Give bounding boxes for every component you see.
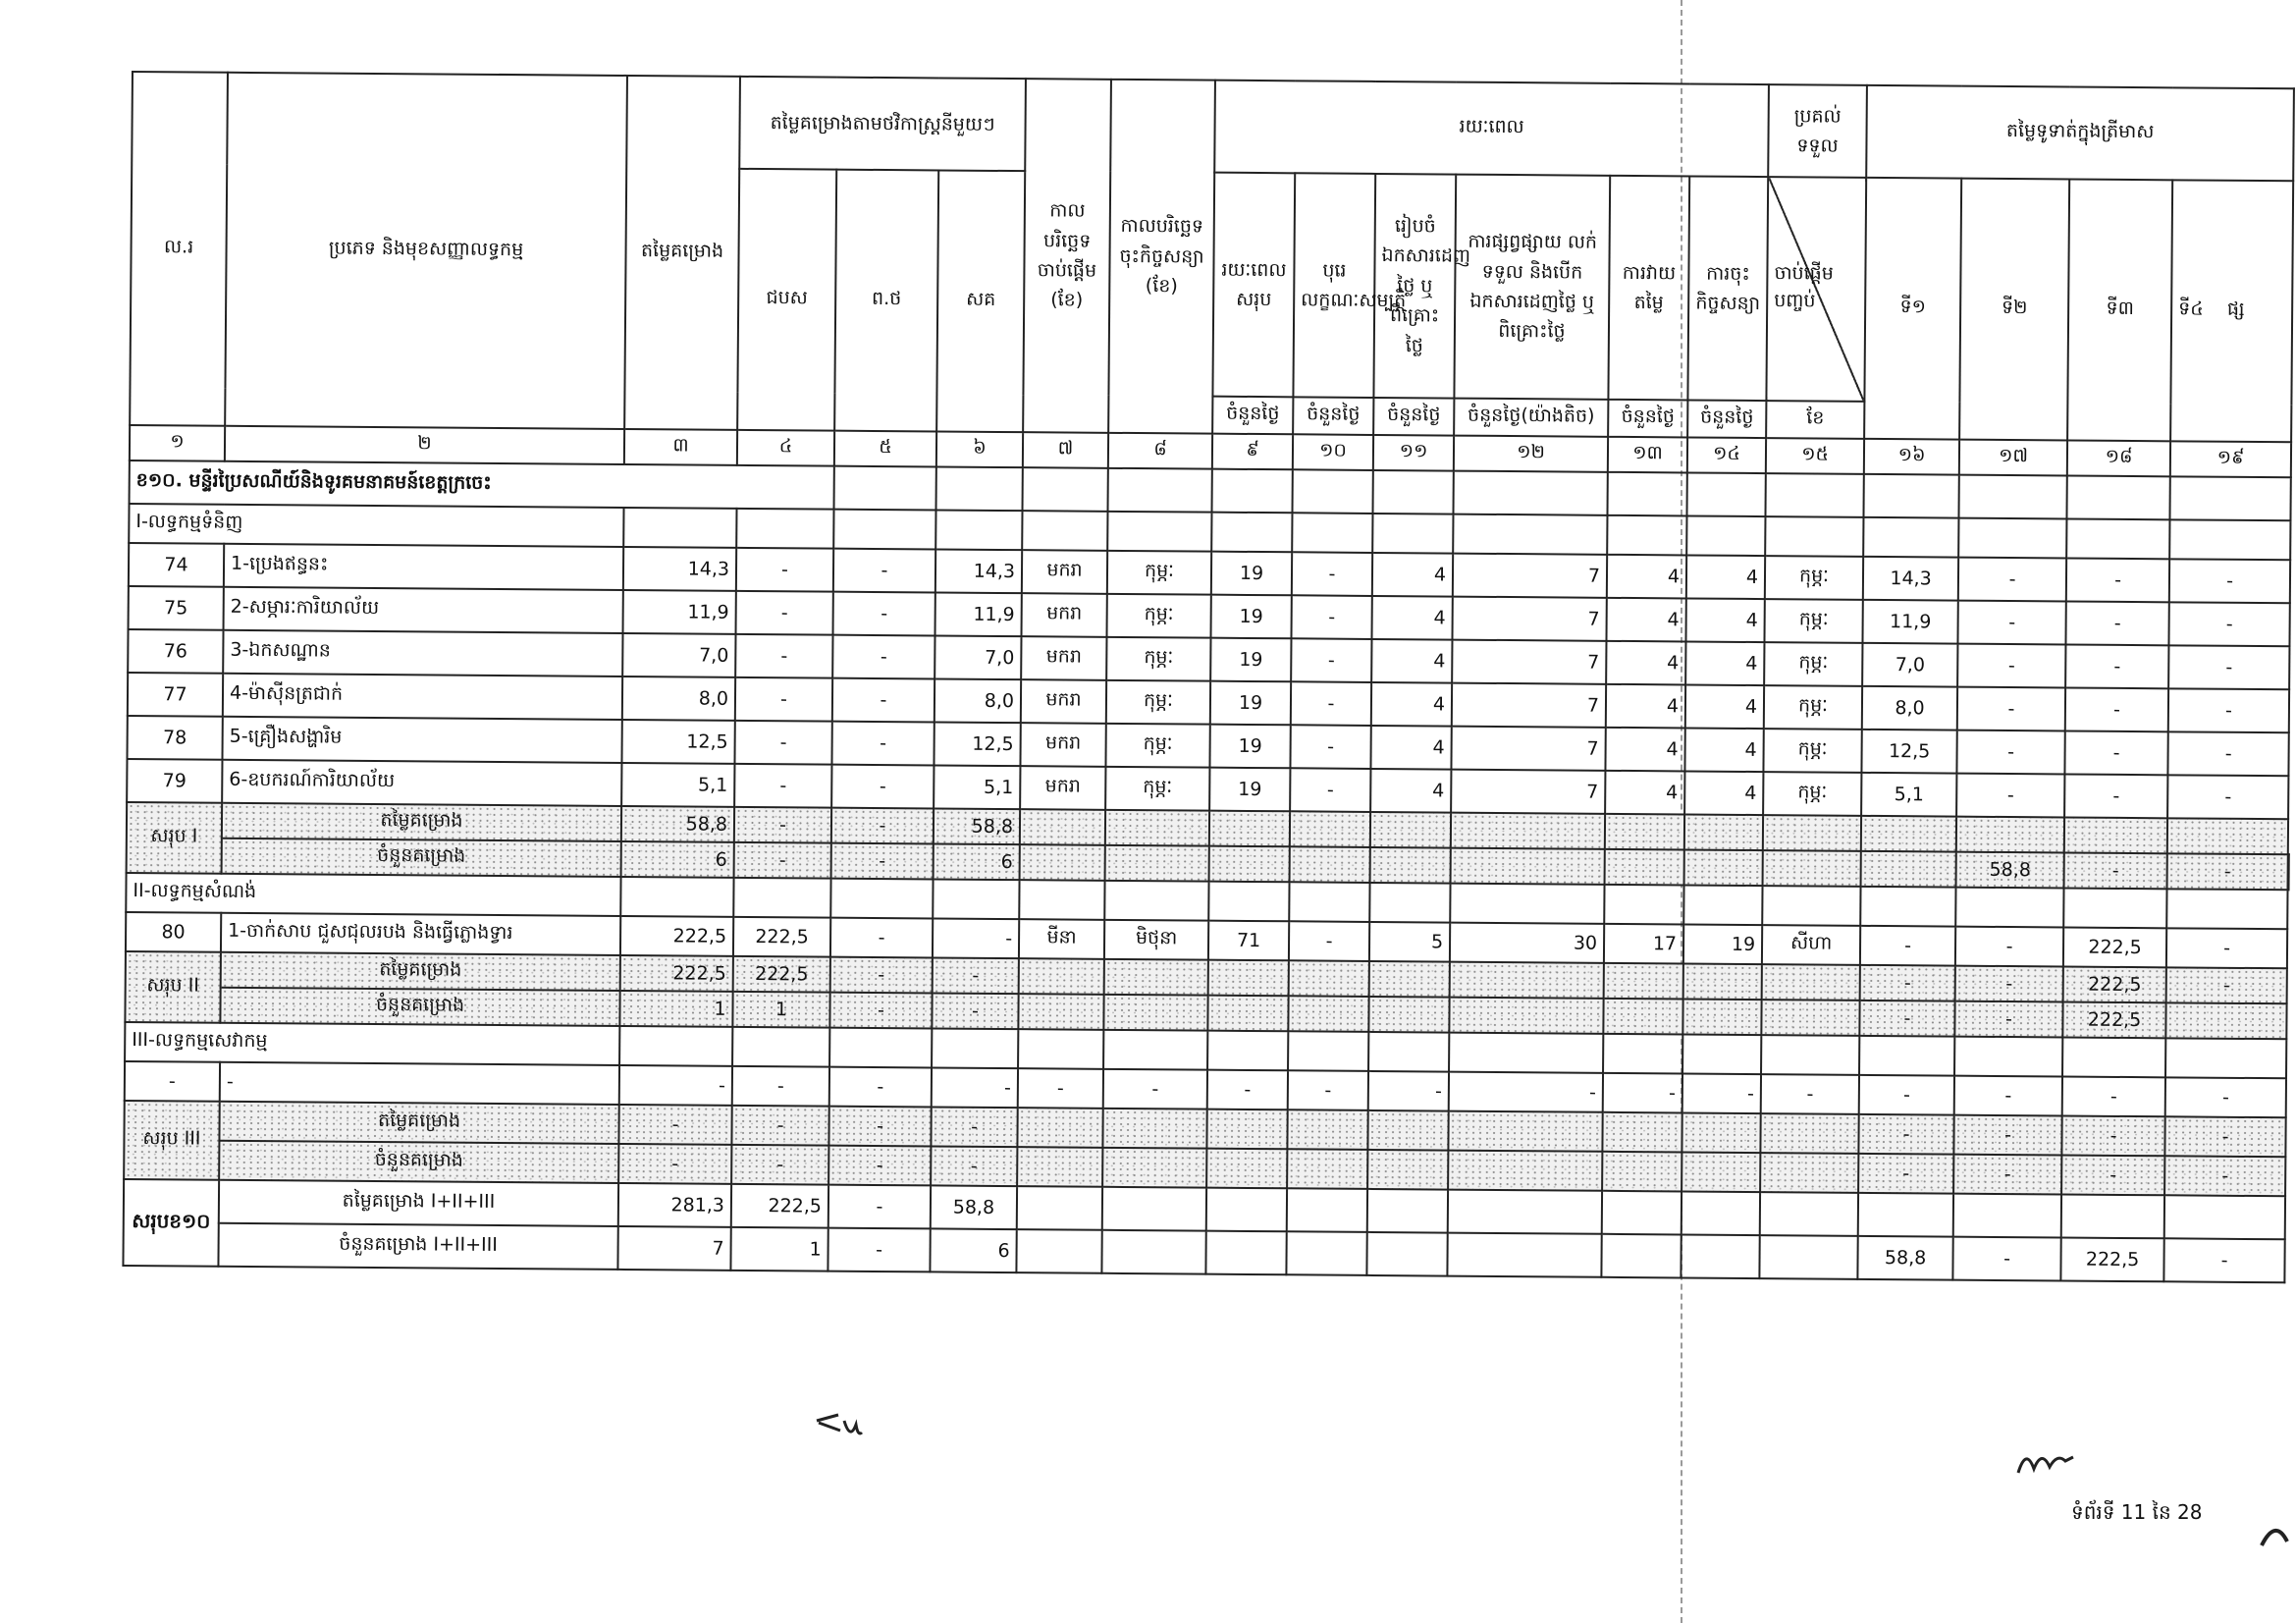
sub1-value-est: 58,8 (621, 806, 734, 842)
header-days-5: ចំនួនថ្ងៃ (1608, 400, 1687, 438)
item-estimate: 5,1 (621, 763, 734, 807)
item-contract-days: 4 (1685, 641, 1764, 685)
sub1-count-s2: - (831, 843, 934, 880)
item-prequal-days: - (1291, 638, 1371, 682)
column-number: ១៦ (1864, 439, 1959, 475)
item-estimate: 11,9 (623, 590, 736, 634)
column-number: ១១ (1373, 435, 1454, 471)
sub3-value-s1: - (731, 1106, 828, 1146)
group3-subtotal-label: សរុប III (124, 1101, 220, 1180)
item-src2: - (833, 549, 935, 593)
total-count-q3: 222,5 (2060, 1237, 2163, 1281)
procurement-table (122, 71, 2295, 1283)
item-eval-days: 4 (1607, 598, 1686, 642)
item-no: 77 (128, 673, 223, 717)
item-contract-month: កុម្ភៈ (1107, 594, 1211, 638)
item-name: 2-សម្ភារៈការិយាល័យ (224, 587, 623, 633)
section-title: ខ១០. មន្ទីរប្រៃសណីយ៍និងទូរគមនាគមន៍ខេត្តក្រចេះ (130, 460, 834, 510)
sub2-count-s3: - (932, 993, 1018, 1029)
item-advert-days: 7 (1451, 727, 1605, 771)
item-q4: - (2166, 928, 2287, 968)
item-q1: 5,1 (1861, 773, 1956, 817)
header-d6: ការចុះកិច្ចសន្យា (1687, 176, 1768, 401)
item-no: 79 (127, 759, 222, 803)
item-prep-days: 5 (1369, 922, 1450, 962)
item-src2: - (831, 722, 934, 766)
item-src3: 7,0 (934, 635, 1021, 679)
sub3-value-est: - (618, 1105, 731, 1145)
item-prep-days: 4 (1370, 769, 1451, 813)
header-src3: សគ (936, 170, 1025, 432)
item-delivery-month: កុម្ភៈ (1765, 599, 1863, 643)
sub3-count-q3: - (2061, 1155, 2164, 1195)
sub2-value-s2: - (830, 957, 933, 994)
item-q3: - (2064, 730, 2167, 775)
item-prequal-days: - (1292, 552, 1372, 596)
item-advert-days: - (1449, 1072, 1603, 1112)
item-src3: 5,1 (934, 765, 1020, 809)
sub3-value-q1: - (1858, 1114, 1953, 1155)
sub1-count-s1: - (734, 842, 831, 879)
item-prep-days: 4 (1371, 639, 1452, 683)
item-src2: - (832, 635, 934, 679)
item-start-month: មីនា (1019, 919, 1104, 959)
header-month: ខែ (1766, 401, 1864, 439)
item-q4: - (2167, 775, 2288, 819)
item-q1: 12,5 (1862, 730, 1957, 774)
sub3-count-s1: - (731, 1145, 828, 1185)
item-q1: 14,3 (1863, 557, 1958, 601)
sub2-value-q1: - (1860, 965, 1955, 1001)
item-src3: 12,5 (934, 722, 1020, 766)
total-value-label: តម្លៃគម្រោង I+II+III (219, 1180, 618, 1226)
sub3-value-label: តម្លៃគម្រោង (219, 1102, 618, 1144)
item-advert-days: 7 (1452, 640, 1606, 684)
header-days-min: ចំនួនថ្ងៃ(យ៉ាងតិច) (1454, 399, 1608, 437)
total-count-q2: - (1952, 1237, 2060, 1281)
item-prequal-days: - (1290, 725, 1370, 769)
header-delivery-range (1766, 177, 1866, 402)
item-q3: 222,5 (2063, 927, 2166, 967)
item-q3: - (2062, 1076, 2165, 1116)
total-value-est: 281,3 (618, 1183, 731, 1227)
sub3-count-q1: - (1858, 1154, 1953, 1194)
item-contract-month: - (1103, 1069, 1207, 1109)
group2-title: II-លទ្ធកម្មសំណង់ (126, 873, 620, 916)
item-q1: 8,0 (1862, 686, 1957, 730)
sub2-count-s2: - (829, 993, 932, 1029)
item-q4: - (2169, 602, 2290, 646)
item-estimate: 7,0 (622, 633, 735, 677)
item-start-month: មករា (1021, 679, 1106, 724)
sub3-value-q3: - (2061, 1115, 2164, 1156)
item-src1: - (736, 591, 833, 635)
header-q3: ទី៣ (2067, 180, 2172, 442)
item-name: 1-ប្រេងឥន្ធនះ (224, 544, 623, 590)
column-number: ៧ (1023, 432, 1108, 468)
column-number: ៥ (834, 431, 936, 467)
item-src1: 222,5 (733, 917, 830, 957)
sub2-count-q3: 222,5 (2062, 1001, 2165, 1038)
item-contract-days: 4 (1685, 598, 1764, 642)
header-src1: ជបស (737, 169, 836, 431)
sub2-count-q1: - (1859, 1001, 1954, 1037)
item-no: - (125, 1061, 220, 1102)
header-d1: រយៈពេលសរុប (1212, 173, 1295, 398)
item-eval-days: 4 (1607, 555, 1686, 599)
page-number: ទំព័រទី 11 នៃ 28 (2071, 1500, 2203, 1524)
sub3-count-s2: - (828, 1146, 931, 1186)
item-contract-month: កុម្ភៈ (1107, 551, 1211, 595)
column-number: ២ (225, 426, 624, 464)
sub1-value-s2: - (831, 808, 934, 844)
item-name: 3-ឯកសណ្ឋាន (223, 630, 622, 676)
item-delivery-month: - (1761, 1074, 1859, 1114)
column-number: ៩ (1212, 434, 1293, 470)
item-delivery-month: កុម្ភៈ (1764, 642, 1862, 686)
item-q3: - (2066, 558, 2169, 602)
sub3-value-q2: - (1953, 1115, 2061, 1156)
total-value-s1: 222,5 (731, 1184, 828, 1228)
item-contract-days: 4 (1685, 684, 1764, 729)
item-q1: 11,9 (1863, 600, 1958, 644)
item-q2: - (1958, 601, 2066, 645)
sub3-value-s2: - (828, 1107, 931, 1147)
column-number: ១៣ (1608, 437, 1687, 473)
item-eval-days: 4 (1605, 728, 1684, 772)
item-src2: - (830, 918, 933, 958)
header-days-2: ចំនួនថ្ងៃ (1293, 397, 1373, 435)
item-start-month: មករា (1020, 723, 1105, 767)
item-no: 78 (127, 716, 222, 760)
item-start-month: មករា (1022, 550, 1107, 594)
header-estimate: តម្លៃគម្រោង (624, 76, 740, 430)
item-src1: - (735, 634, 832, 678)
item-advert-days: 7 (1452, 683, 1606, 728)
item-src1: - (734, 721, 831, 765)
column-number: ១៤ (1687, 437, 1766, 473)
sub1-value-s3: 58,8 (934, 808, 1020, 844)
sub3-count-est: - (618, 1144, 731, 1184)
item-prequal-days: - (1292, 595, 1372, 639)
item-total-days: 19 (1210, 681, 1291, 726)
header-days-1: ចំនួនថ្ងៃ (1212, 397, 1293, 435)
item-q4: - (2168, 645, 2289, 689)
item-eval-days: 4 (1606, 684, 1685, 729)
column-number: ៨ (1108, 433, 1212, 469)
total-count-s1: 1 (730, 1227, 828, 1271)
sub2-count-s1: 1 (732, 992, 829, 1028)
column-number: ១០ (1293, 434, 1373, 470)
item-prequal-days: - (1289, 921, 1369, 961)
item-estimate: 222,5 (620, 916, 733, 956)
group2-subtotal-label: សរុប II (125, 951, 221, 1023)
item-name: 5-គ្រឿងសង្ហារិម (222, 717, 621, 763)
item-no: 76 (128, 629, 223, 674)
sub2-value-label: តម្លៃគម្រោង (221, 952, 620, 991)
item-contract-days: 4 (1684, 771, 1763, 815)
column-number: ១២ (1454, 436, 1608, 472)
column-number: ១ (130, 425, 225, 461)
header-delivery: ប្រគល់ទទួល (1768, 84, 1867, 178)
total-count-s3: 6 (930, 1228, 1016, 1272)
item-contract-month: មិថុនា (1104, 920, 1208, 960)
header-days-6: ចំនួនថ្ងៃ (1687, 400, 1766, 438)
item-src2: - (832, 678, 934, 723)
item-prequal-days: - (1291, 681, 1371, 726)
item-q2: - (1956, 730, 2064, 775)
item-advert-days: 7 (1453, 597, 1607, 641)
item-no: 75 (129, 586, 224, 630)
item-estimate: - (619, 1065, 732, 1106)
column-number: ១៩ (2170, 441, 2291, 477)
header-q2: ទី២ (1959, 179, 2069, 441)
item-contract-days: 4 (1684, 728, 1763, 772)
item-src1: - (732, 1066, 829, 1107)
sub1-count-s3: 6 (934, 843, 1020, 880)
sub3-value-s3: - (931, 1107, 1017, 1147)
total-count-q1: 58,8 (1857, 1236, 1952, 1280)
item-q1: - (1860, 926, 1955, 966)
item-total-days: 19 (1209, 725, 1290, 769)
item-start-month: - (1018, 1068, 1103, 1109)
header-src2: ព.ថ (834, 170, 938, 432)
item-q2: - (1956, 774, 2064, 818)
header-d5: ការវាយតម្លៃ (1608, 176, 1689, 401)
item-eval-days: 4 (1606, 641, 1685, 685)
edge-pen-mark (2258, 1512, 2295, 1551)
item-delivery-month: កុម្ភៈ (1765, 556, 1863, 600)
group3-title: III-លទ្ធកម្មសេវាកម្ម (125, 1022, 619, 1065)
item-q3: - (2066, 601, 2169, 645)
header-delivery-start: ចាប់ផ្តើម (1774, 262, 1834, 285)
item-estimate: 12,5 (621, 720, 734, 764)
item-estimate: 8,0 (622, 676, 735, 721)
item-eval-days: 17 (1604, 924, 1683, 964)
header-no: ល.រ (130, 72, 228, 426)
item-total-days: 71 (1208, 921, 1289, 961)
item-q2: - (1958, 558, 2066, 602)
column-number: ១៥ (1766, 438, 1864, 474)
procurement-plan-sheet (122, 71, 2295, 1283)
item-advert-days: 30 (1450, 923, 1604, 963)
sub2-count-est: 1 (619, 991, 732, 1027)
header-q1: ទី១ (1864, 178, 1961, 440)
sub2-count-q4 (2165, 1002, 2286, 1039)
column-number: ១៨ (2067, 441, 2170, 477)
item-q3: - (2065, 687, 2168, 731)
sub3-count-s3: - (931, 1146, 1017, 1186)
item-name: - (220, 1062, 619, 1105)
item-name: 4-ម៉ាស៊ីនត្រជាក់ (223, 674, 622, 720)
item-src1: - (736, 548, 833, 592)
sub1-value-s1: - (734, 807, 831, 843)
item-total-days: 19 (1210, 638, 1291, 682)
total-value-s3: 58,8 (931, 1185, 1017, 1229)
header-d2: បុរេលក្ខណៈសម្បត្តិ (1293, 173, 1375, 398)
total-count-est: 7 (617, 1226, 730, 1271)
header-by-source: តម្លៃគម្រោងតាមថវិកាស្រ្តនីមួយៗ (739, 77, 1026, 171)
item-q4: - (2165, 1077, 2286, 1117)
item-q2: - (1957, 687, 2065, 731)
item-src2: - (829, 1067, 932, 1108)
item-q4: - (2168, 688, 2289, 732)
item-src3: 8,0 (934, 678, 1021, 723)
item-prep-days: 4 (1372, 553, 1453, 597)
sub1-count-q1: 58,8 (1956, 852, 2064, 889)
header-q4: ទី៤ ផ្ស (2170, 180, 2293, 442)
sub3-count-q2: - (1953, 1155, 2061, 1195)
item-delivery-month: សីហា (1762, 925, 1860, 965)
item-src2: - (833, 592, 935, 636)
sub3-count-label: ចំនួនគម្រោង (219, 1141, 618, 1183)
item-advert-days: 7 (1453, 554, 1607, 598)
item-prep-days: - (1368, 1071, 1449, 1111)
item-total-days: 19 (1211, 595, 1292, 639)
total-label: សរុបខ១០ (123, 1179, 219, 1267)
column-number: ១៧ (1959, 440, 2067, 476)
item-start-month: មករា (1021, 636, 1106, 680)
item-q2: - (1955, 927, 2063, 967)
initial-mark-left (811, 1411, 870, 1450)
initial-mark-right (2014, 1443, 2083, 1483)
header-quarterly: តម្លៃទូទាត់ក្នុងត្រីមាស (1866, 85, 2294, 181)
item-start-month: មករា (1020, 766, 1105, 810)
item-eval-days: 4 (1605, 771, 1684, 815)
item-contract-month: កុម្ភៈ (1106, 680, 1210, 725)
item-src1: - (734, 764, 831, 808)
item-total-days: - (1207, 1070, 1288, 1110)
item-prequal-days: - (1290, 768, 1370, 812)
item-src3: - (932, 1067, 1018, 1108)
header-edge-text: ផ្ស (2226, 298, 2245, 320)
item-prep-days: 4 (1371, 682, 1452, 727)
item-contract-month: កុម្ភៈ (1105, 724, 1209, 768)
sub3-count-q4: - (2164, 1156, 2285, 1196)
item-src3: 11,9 (935, 592, 1022, 636)
sub2-value-q3: 222,5 (2063, 966, 2166, 1002)
item-contract-month: កុម្ភៈ (1106, 637, 1210, 681)
item-estimate: 14,3 (623, 547, 736, 591)
header-duration: រយៈពេល (1214, 81, 1769, 177)
sub1-value-label: តម្លៃគម្រោង (222, 803, 621, 841)
item-eval-days: - (1603, 1073, 1682, 1113)
item-src3: 14,3 (935, 549, 1022, 593)
sub2-value-q4: - (2166, 967, 2287, 1003)
item-src1: - (735, 677, 832, 722)
item-contract-month: កុម្ភៈ (1105, 767, 1209, 811)
header-delivery-end: បញ្ចប់ (1774, 290, 1816, 312)
item-total-days: 19 (1211, 552, 1292, 596)
item-contract-days: 19 (1683, 924, 1762, 964)
item-q3: - (2064, 774, 2167, 818)
item-prequal-days: - (1288, 1070, 1368, 1110)
sub1-count-q2: - (2064, 852, 2167, 889)
item-q2: - (1954, 1076, 2062, 1116)
item-q1: - (1859, 1075, 1954, 1115)
header-d4: ការផ្សព្វផ្សាយ លក់ ទទួល និងបើកឯកសារដេញថ្លៃ ឬ ពិគ្រោះថ្លៃ (1454, 175, 1610, 400)
item-q1: 7,0 (1862, 643, 1957, 687)
total-value-s2: - (828, 1185, 931, 1229)
item-q3: - (2065, 644, 2168, 688)
sub2-value-q2: - (1955, 966, 2063, 1002)
group1-title: I-លទ្ធកម្មទំនិញ (129, 504, 623, 547)
item-no: 80 (126, 912, 221, 952)
group1-subtotal-label: សរុប I (127, 802, 223, 874)
item-no: 74 (129, 543, 224, 587)
item-q2: - (1957, 644, 2065, 688)
item-delivery-month: កុម្ភៈ (1764, 685, 1862, 730)
header-start-month: កាលបរិច្ឆេទចាប់ផ្តើម (ខែ) (1023, 79, 1111, 433)
sub1-count-q3: - (2167, 853, 2288, 890)
sub2-count-label: ចំនួនគម្រោង (220, 988, 619, 1026)
header-days-3: ចំនួនថ្ងៃ (1373, 398, 1454, 436)
item-contract-days: 4 (1686, 555, 1765, 599)
item-advert-days: 7 (1451, 770, 1605, 814)
header-contract-month: កាលបរិច្ឆេទចុះកិច្ចសន្យា (ខែ) (1108, 80, 1215, 434)
item-src3: - (933, 918, 1019, 958)
sub2-value-est: 222,5 (620, 955, 733, 992)
item-name: 1-ចាក់សាប ជួសជុលរបង និងធ្វើភ្លោងទ្វារ (221, 913, 620, 955)
sub2-value-s1: 222,5 (733, 956, 830, 993)
item-start-month: មករា (1022, 593, 1107, 637)
sub2-value-s3: - (933, 957, 1019, 994)
item-q4: - (2167, 731, 2288, 776)
item-prep-days: 4 (1372, 596, 1453, 640)
total-count-s2: - (828, 1228, 930, 1272)
sub2-count-q2: - (1954, 1001, 2062, 1038)
sub1-count-q4 (2288, 854, 2289, 890)
sub1-count-est: 6 (621, 841, 734, 878)
total-count-q4: - (2163, 1238, 2284, 1282)
item-src2: - (831, 765, 934, 809)
column-number: ៤ (737, 430, 834, 466)
item-delivery-month: កុម្ភៈ (1764, 729, 1862, 773)
column-number: ៦ (936, 431, 1023, 467)
column-number: ៣ (624, 429, 737, 465)
item-name: 6-ឧបករណ៍ការិយាល័យ (222, 760, 621, 806)
total-count-label: ចំនួនគម្រោង I+II+III (218, 1223, 617, 1270)
item-contract-days: - (1682, 1073, 1761, 1113)
item-total-days: 19 (1209, 768, 1290, 812)
item-delivery-month: កុម្ភៈ (1763, 772, 1861, 816)
sub3-value-q4: - (2164, 1116, 2285, 1157)
sub1-count-label: ចំនួនគម្រោង (222, 839, 621, 877)
header-d3: រៀបចំឯកសារដេញថ្លៃ ឬ ពិគ្រោះថ្លៃ (1373, 174, 1456, 399)
item-prep-days: 4 (1370, 726, 1451, 770)
item-q4: - (2169, 559, 2290, 603)
header-type: ប្រភេទ និងមុខសញ្ញាលទ្ធកម្ម (225, 73, 627, 429)
